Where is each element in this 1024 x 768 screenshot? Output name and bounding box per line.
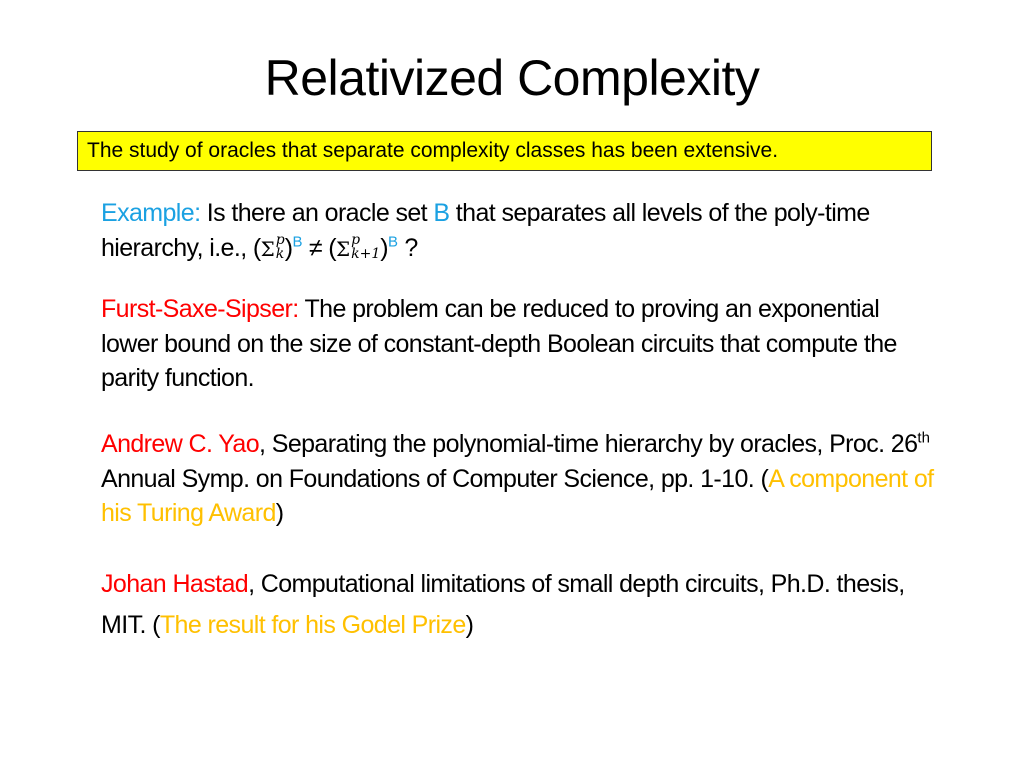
fss-paragraph xyxy=(101,292,941,396)
highlight-box: The study of oracles that separate complexity classes has been extensive. xyxy=(77,131,932,171)
hastad-citation xyxy=(101,564,941,646)
yao-citation xyxy=(101,427,941,531)
subscript-k-plus-1: k+1 xyxy=(351,245,381,262)
oracle-set-b: B xyxy=(433,199,450,227)
fss-text: The problem can be reduced to proving an exponential lower bound on the size of constant-depth Boolean circuits that compute the parity function. xyxy=(101,295,897,392)
fss-label: Furst-Saxe-Sipser: xyxy=(101,295,299,323)
close-paren-1: ) xyxy=(284,233,293,262)
superscript-b-2: B xyxy=(388,233,399,251)
sigma-k-plus-1-scripts xyxy=(351,233,380,261)
subscript-k: k xyxy=(275,245,285,262)
example-text-2: that separates all levels of the poly-time hierarchy, i.e., ( xyxy=(101,199,870,262)
superscript-p: p xyxy=(351,231,361,248)
sigma-k: Σ xyxy=(260,236,275,261)
yao-close-paren: ) xyxy=(275,499,284,527)
sigma-k-scripts xyxy=(276,233,285,261)
hastad-close-paren: ) xyxy=(465,611,474,639)
hastad-text-1: , Computational limitations of small depth circuits, Ph.D. thesis, MIT. ( xyxy=(101,570,905,639)
close-paren-2: ) xyxy=(380,233,389,262)
superscript-p: p xyxy=(275,231,285,248)
yao-th-superscript: th xyxy=(917,429,930,447)
superscript-b-1: B xyxy=(292,233,303,251)
yao-author: Andrew C. Yao xyxy=(101,430,260,458)
example-paragraph xyxy=(101,196,941,266)
example-label: Example: xyxy=(101,199,201,227)
yao-note: A component of his Turing Award xyxy=(101,464,934,527)
hastad-note: The result for his Godel Prize xyxy=(159,611,466,639)
example-question: ? xyxy=(398,233,418,262)
example-text-1: Is there an oracle set xyxy=(200,199,434,227)
hastad-author: Johan Hastad xyxy=(101,570,249,598)
slide-title: Relativized Complexity xyxy=(264,50,760,106)
not-equal: ≠ ( xyxy=(302,233,337,262)
yao-text-1: , Separating the polynomial-time hierarchy by oracles, Proc. 26 xyxy=(259,430,918,458)
yao-text-2: Annual Symp. on Foundations of Computer Science, pp. 1-10. ( xyxy=(101,464,769,493)
sigma-k-plus-1: Σ xyxy=(336,236,351,261)
